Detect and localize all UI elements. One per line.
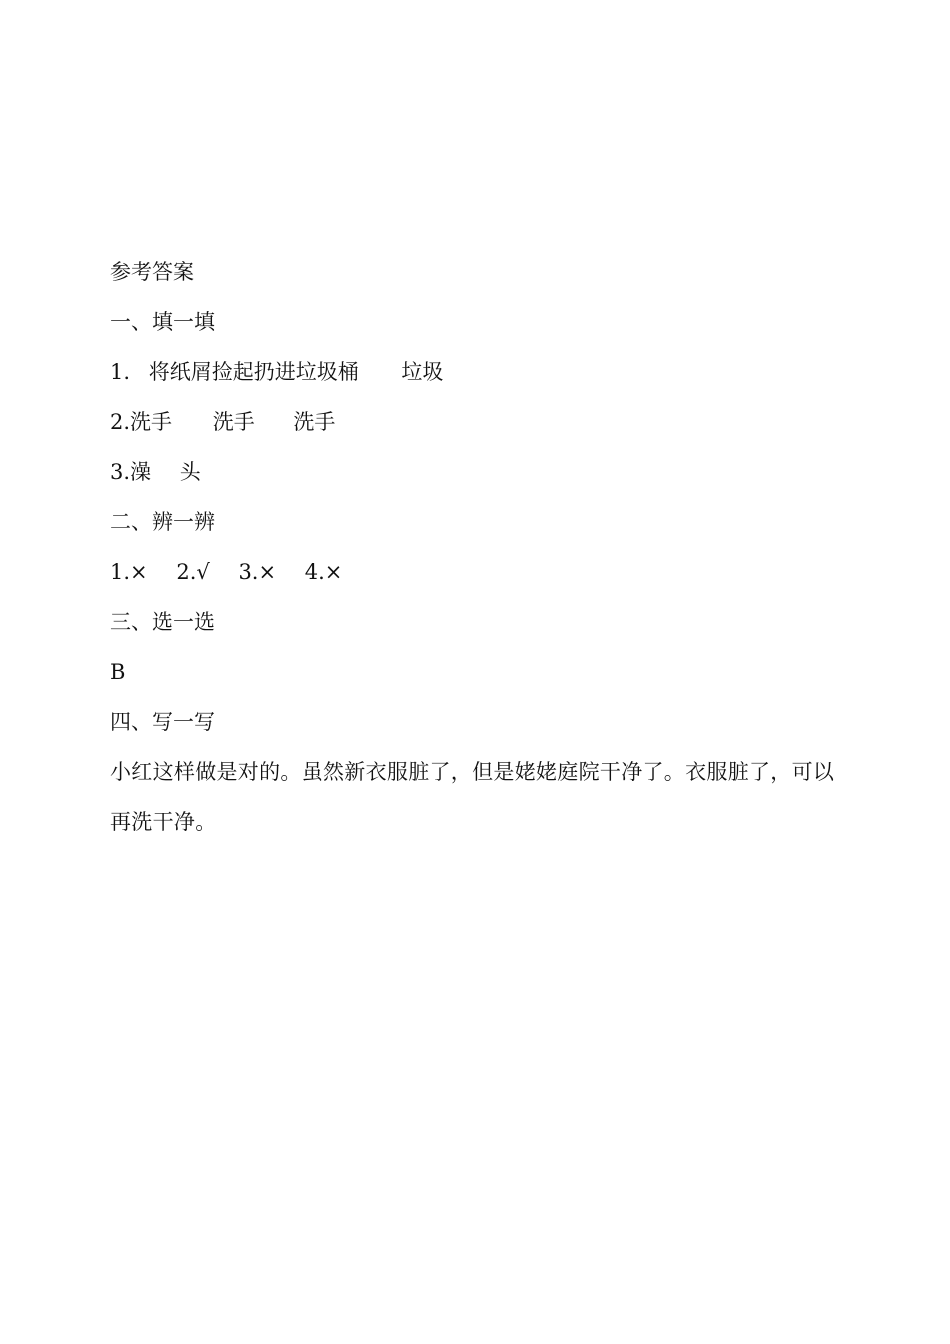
judge-answer: 3.× <box>238 560 277 584</box>
answer-key <box>110 247 845 847</box>
answer-text: 垃圾 <box>401 360 444 384</box>
answer-text: 将纸屑捡起扔进垃圾桶 <box>148 360 359 384</box>
answer-text: 洗手 <box>293 410 336 434</box>
answer-text: 洗手 <box>130 410 173 434</box>
question-number: 2. <box>110 410 131 434</box>
fill-answer-3 <box>110 447 845 497</box>
choose-answer: B <box>110 660 126 684</box>
judge-answers <box>110 547 845 597</box>
page-title: 参考答案 <box>110 260 194 284</box>
question-number: 3. <box>110 460 131 484</box>
judge-answer: 4.× <box>304 560 343 584</box>
question-number: 1. <box>110 360 131 384</box>
answer-text: 洗手 <box>212 410 255 434</box>
section-heading-choose: 三、选一选 <box>110 610 215 634</box>
answer-text: 头 <box>179 460 201 484</box>
section-heading-fill: 一、填一填 <box>110 310 215 334</box>
judge-answer: 2.√ <box>176 560 210 584</box>
section-heading-write: 四、写一写 <box>110 710 215 734</box>
fill-answer-2 <box>110 397 845 447</box>
section-heading-judge: 二、辨一辨 <box>110 510 215 534</box>
judge-answer: 1.× <box>110 560 148 584</box>
write-answer-paragraph: 小红这样做是对的。虽然新衣服脏了，但是姥姥庭院干净了。衣服脏了，可以再洗干净。 <box>110 760 835 834</box>
answer-text: 澡 <box>130 460 152 484</box>
fill-answer-1 <box>110 347 845 397</box>
